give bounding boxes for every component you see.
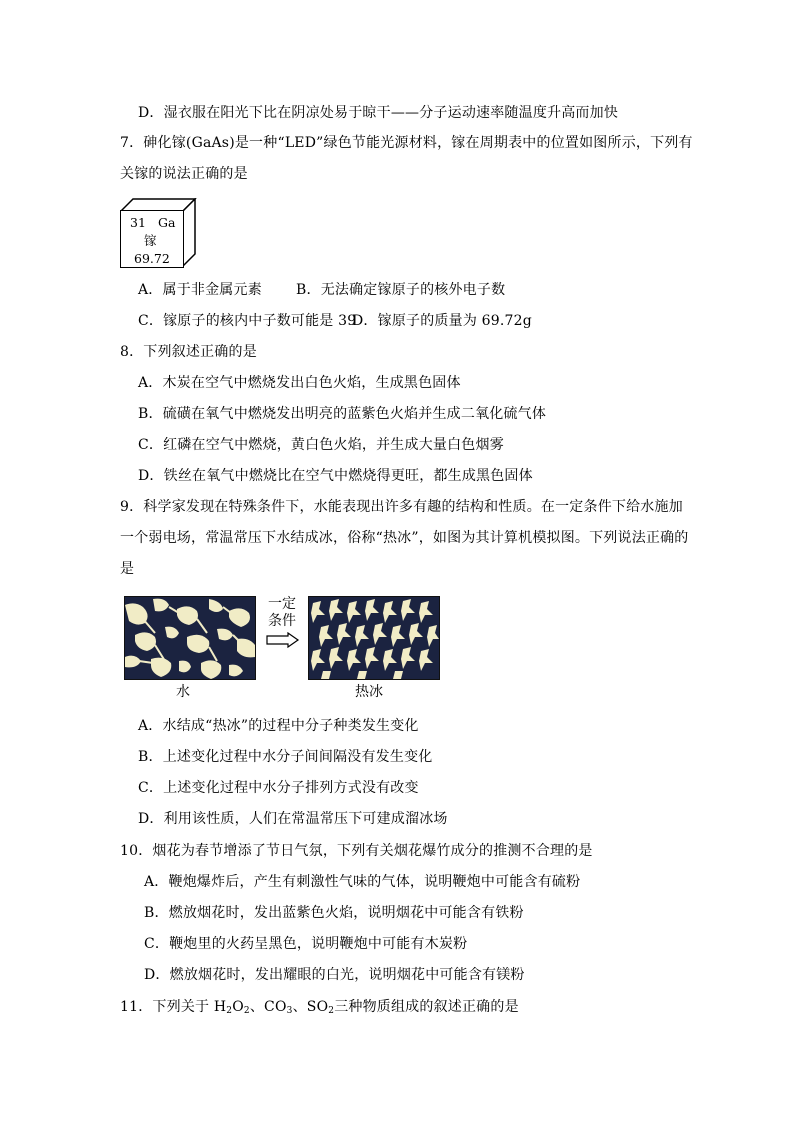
transformation-arrow-icon [266, 632, 300, 648]
q8-option-b: B．硫磺在氧气中燃烧发出明亮的蓝紫色火焰并生成二氧化硫气体 [138, 406, 547, 422]
q9-stem-line3: 是 [120, 561, 135, 577]
element-symbol: Ga [158, 215, 176, 230]
q8-option-d: D．铁丝在氧气中燃烧比在空气中燃烧得更旺，都生成黑色固体 [138, 468, 533, 484]
formula-subscript: 2 [243, 1006, 250, 1016]
q9-stem-line2: 一个弱电场，常温常压下水结成冰，俗称“热冰”，如图为其计算机模拟图。下列说法正确的 [120, 530, 689, 546]
q11-separator-so: 、SO [292, 999, 329, 1015]
condition-label-bottom: 条件 [268, 613, 296, 629]
q11-stem [120, 998, 519, 1020]
element-name: 镓 [144, 233, 157, 248]
water-pattern-svg [125, 597, 255, 679]
q10-option-b: B．燃放烟花时，发出蓝紫色火焰，说明烟花中可能含有铁粉 [144, 905, 524, 921]
formula-subscript: 2 [328, 1006, 335, 1016]
hot-ice-label: 热冰 [355, 684, 383, 700]
q7-stem-line1: 7．砷化镓(GaAs)是一种“LED”绿色节能光源材料，镓在周期表中的位置如图所示，下列有 [120, 135, 693, 151]
q7-stem-line2: 关镓的说法正确的是 [120, 166, 248, 182]
q7-option-b: B．无法确定镓原子的核外电子数 [296, 282, 506, 298]
q11-formula-part: O [232, 999, 244, 1015]
q10-option-d: D．燃放烟花时，发出耀眼的白光，说明烟花中可能含有镁粉 [144, 967, 525, 983]
element-tile-gallium [120, 198, 208, 270]
q7-option-d: D．镓原子的质量为 69.72g [352, 313, 532, 329]
hot-ice-pattern-svg [309, 597, 439, 679]
q6-option-d: D．湿衣服在阳光下比在阴凉处易于晾干——分子运动速率随温度升高而加快 [138, 105, 619, 121]
formula-subscript: 3 [286, 1006, 293, 1016]
q8-option-a: A．木炭在空气中燃烧发出白色火焰，生成黑色固体 [138, 375, 461, 391]
q7-option-c: C．镓原子的核内中子数可能是 39 [138, 313, 357, 329]
formula-subscript: 2 [226, 1006, 233, 1016]
q8-option-c: C．红磷在空气中燃烧，黄白色火焰，并生成大量白色烟雾 [138, 437, 504, 453]
q11-separator-co: 、CO [249, 999, 287, 1015]
q7-option-a: A．属于非金属元素 [138, 282, 262, 298]
q10-option-a: A．鞭炮爆炸后，产生有刺激性气味的气体，说明鞭炮中可能含有硫粉 [144, 874, 581, 890]
q9-stem-line1: 9．科学家发现在特殊条件下，水能表现出许多有趣的结构和性质。在一定条件下给水施加 [120, 499, 683, 515]
q9-option-c: C．上述变化过程中水分子排列方式没有改变 [138, 780, 419, 796]
water-label: 水 [176, 684, 190, 700]
q8-stem: 8．下列叙述正确的是 [120, 344, 257, 360]
q9-option-a: A．水结成“热冰”的过程中分子种类发生变化 [138, 718, 419, 734]
q11-stem-prefix: 11．下列关于 H [120, 999, 227, 1015]
hot-ice-simulation-image [308, 596, 440, 680]
condition-label-top: 一定 [268, 596, 296, 612]
q11-stem-suffix: 三种物质组成的叙述正确的是 [334, 999, 519, 1015]
q10-stem: 10．烟花为春节增添了节日气氛，下列有关烟花爆竹成分的推测不合理的是 [120, 843, 593, 859]
water-molecule-simulation-image [124, 596, 256, 680]
q9-option-d: D．利用该性质，人们在常温常压下可建成溜冰场 [138, 811, 448, 827]
q10-option-c: C．鞭炮里的火药呈黑色，说明鞭炮中可能有木炭粉 [144, 936, 468, 952]
element-atomic-mass: 69.72 [134, 251, 170, 266]
element-atomic-number: 31 [130, 215, 146, 230]
q9-option-b: B．上述变化过程中水分子间间隔没有发生变化 [138, 749, 433, 765]
